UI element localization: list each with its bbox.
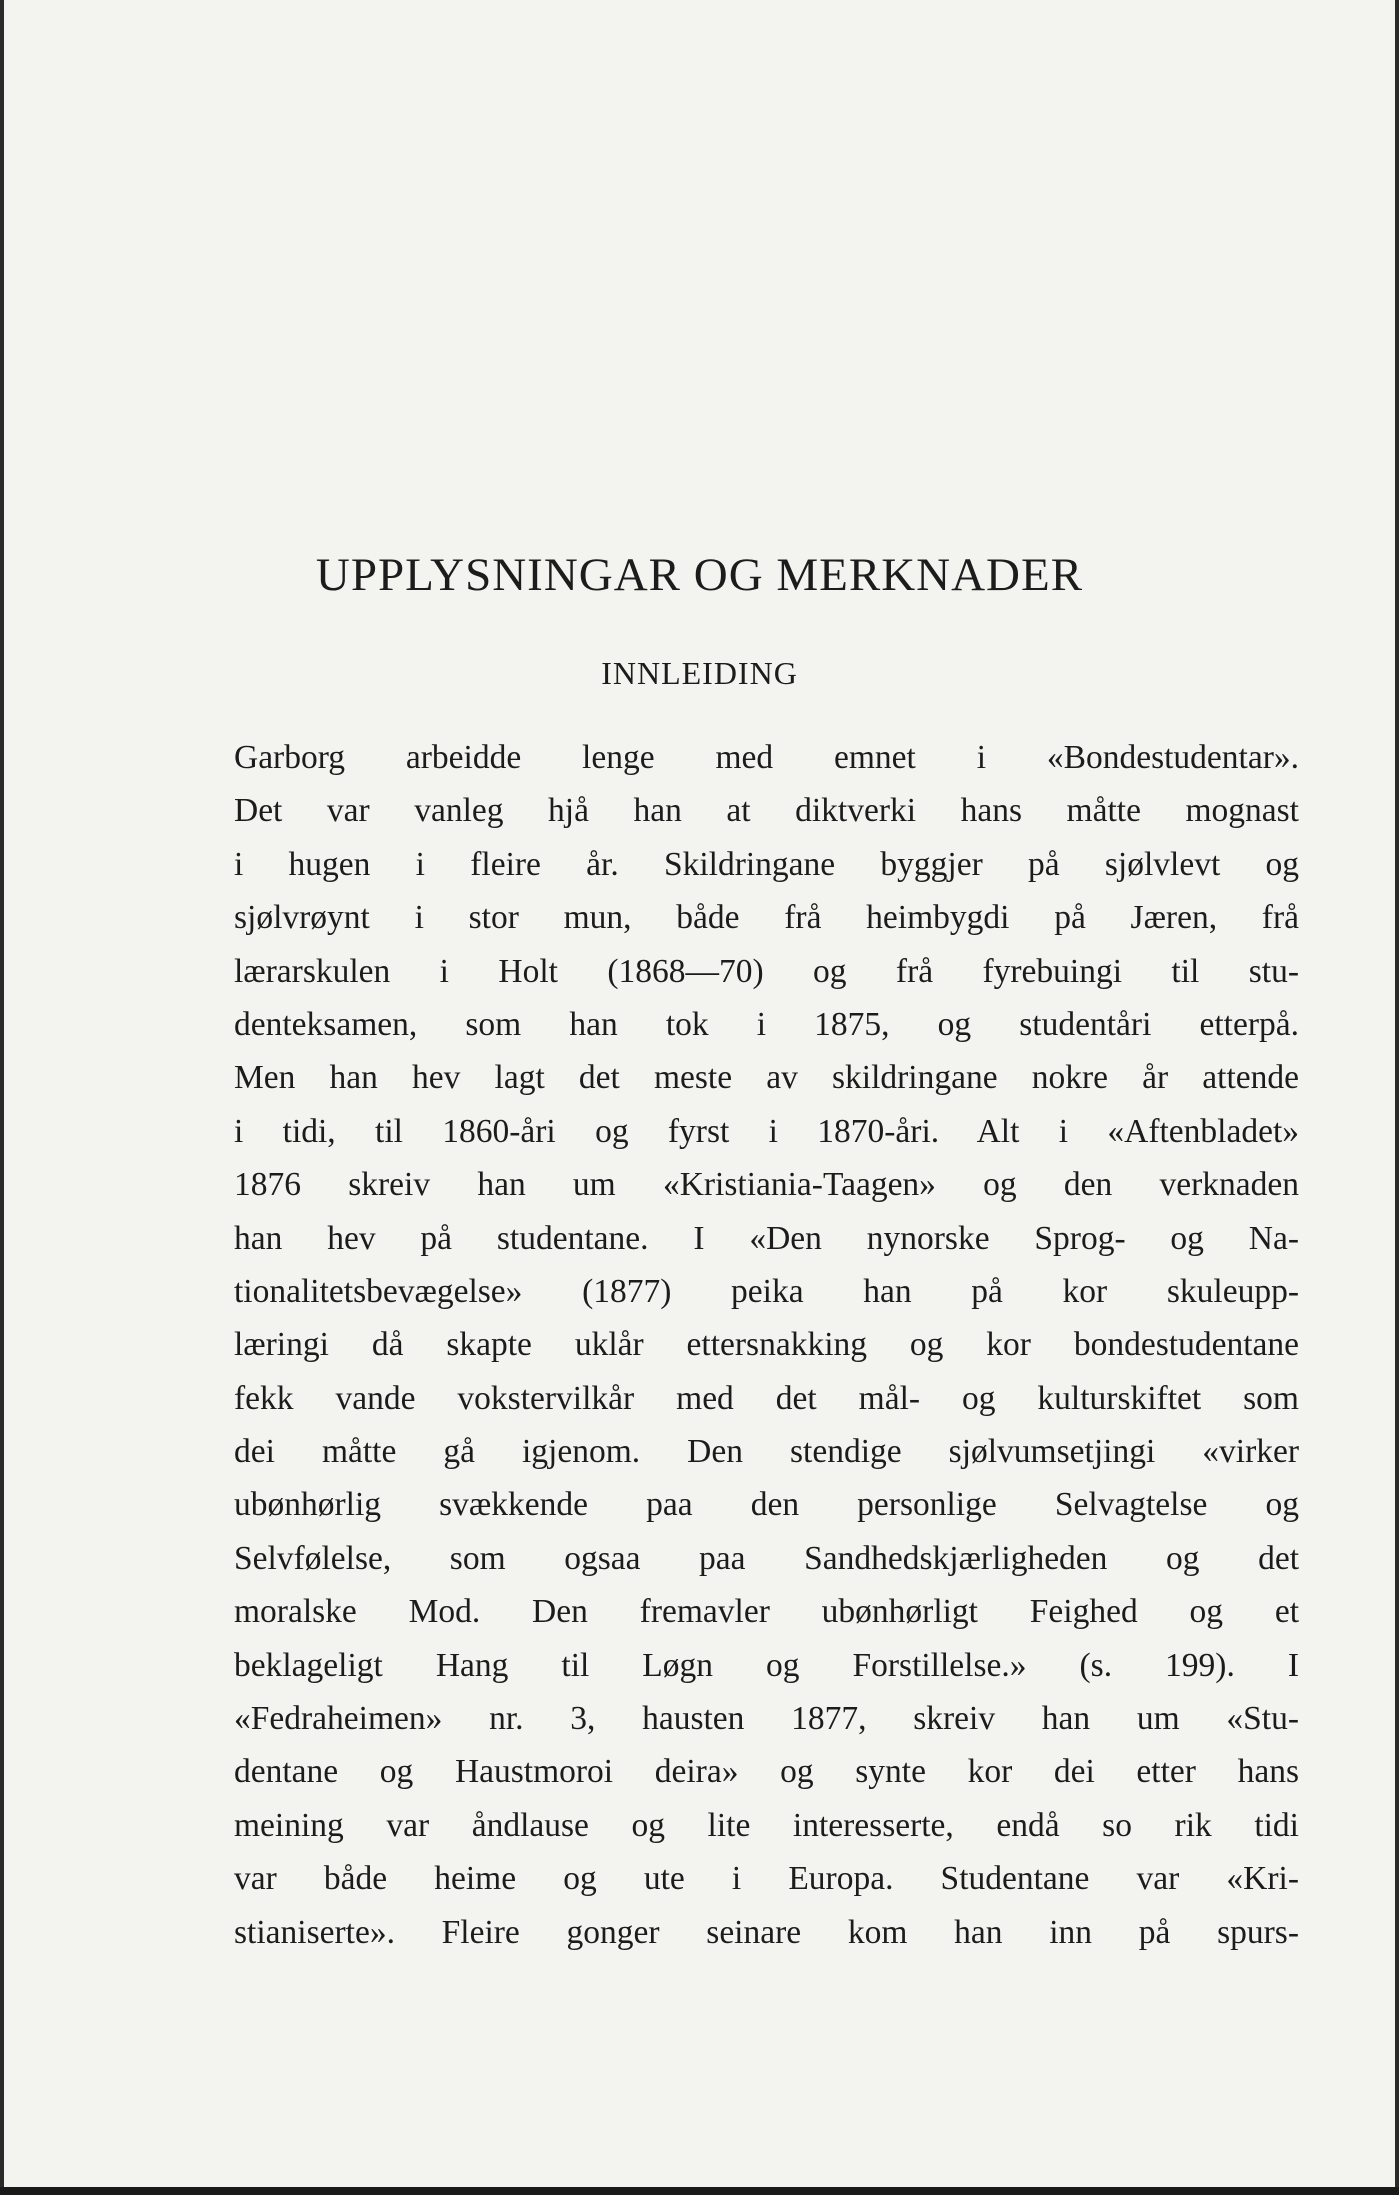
text-line: var både heime og ute i Europa. Studentane var «Kri- bbox=[234, 1860, 1299, 1898]
text-line: stianiserte». Fleire gonger seinare kom han inn på spurs- bbox=[234, 1913, 1299, 1951]
text-line: fekk vande vokstervilkår med det mål- og kulturskiftet som bbox=[234, 1379, 1299, 1417]
text-line: i hugen i fleire år. Skildringane byggjer på sjølvlevt og bbox=[234, 845, 1299, 883]
text-line: Men han hev lagt det meste av skildringane nokre år attende bbox=[234, 1059, 1299, 1097]
text-line: beklageligt Hang til Løgn og Forstillelse.» (s. 199). I bbox=[234, 1646, 1299, 1684]
text-line: læringi då skapte uklår ettersnakking og kor bondestudentane bbox=[234, 1326, 1299, 1364]
text-line: tionalitetsbevægelse» (1877) peika han på kor skuleupp- bbox=[234, 1272, 1299, 1310]
text-line: dentane og Haustmoroi deira» og synte kor dei etter hans bbox=[234, 1753, 1299, 1791]
page-edge-right bbox=[1395, 0, 1399, 2195]
text-line: ubønhørlig svækkende paa den personlige Selvagtelse og bbox=[234, 1486, 1299, 1524]
text-line: denteksamen, som han tok i 1875, og studentåri etterpå. bbox=[234, 1005, 1299, 1043]
text-line: lærarskulen i Holt (1868—70) og frå fyrebuingi til stu- bbox=[234, 952, 1299, 990]
text-line: han hev på studentane. I «Den nynorske Sprog- og Na- bbox=[234, 1219, 1299, 1257]
text-line: 1876 skreiv han um «Kristiania-Taagen» og den verknaden bbox=[234, 1166, 1299, 1204]
page-title: UPPLYSNINGAR OG MERKNADER bbox=[315, 549, 1084, 601]
text-line: meining var åndlause og lite interesserte, endå so rik tidi bbox=[234, 1806, 1299, 1844]
text-line: Selvfølelse, som ogsaa paa Sandhedskjærligheden og det bbox=[234, 1539, 1299, 1577]
text-line: moralske Mod. Den fremavler ubønhørligt Feighed og et bbox=[234, 1593, 1299, 1631]
text-line: dei måtte gå igjenom. Den stendige sjølvumsetjingi «virker bbox=[234, 1433, 1299, 1471]
book-page bbox=[4, 0, 1395, 2189]
text-line: sjølvrøynt i stor mun, både frå heimbygdi på Jæren, frå bbox=[234, 899, 1299, 937]
text-line: Det var vanleg hjå han at diktverki hans måtte mognast bbox=[234, 792, 1299, 830]
section-heading: INNLEIDING bbox=[601, 655, 798, 691]
body-paragraph bbox=[234, 731, 1299, 1959]
text-line: i tidi, til 1860-åri og fyrst i 1870-åri. Alt i «Aftenbladet» bbox=[234, 1112, 1299, 1150]
page-edge-bottom bbox=[0, 2187, 1399, 2195]
text-line: Garborg arbeidde lenge med emnet i «Bondestudentar». bbox=[234, 739, 1299, 776]
text-line: «Fedraheimen» nr. 3, hausten 1877, skreiv han um «Stu- bbox=[234, 1700, 1299, 1738]
